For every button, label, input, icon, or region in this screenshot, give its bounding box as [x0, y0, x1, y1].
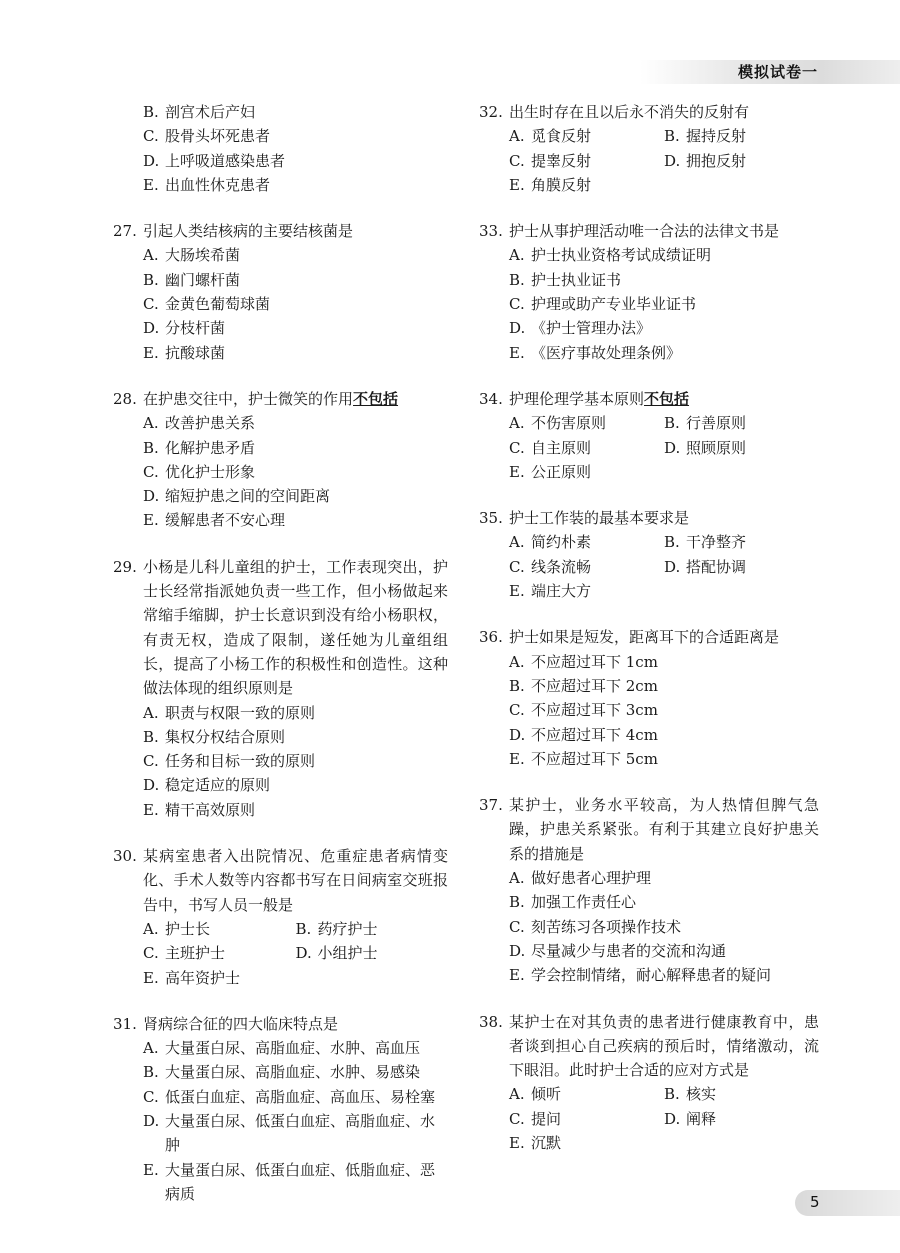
option: D. 不应超过耳下 4cm [509, 725, 658, 744]
option: D. 搭配协调 [664, 557, 747, 576]
option: D. 稳定适应的原则 [143, 776, 271, 795]
option: C. 提问 [509, 1109, 562, 1128]
option: A. 大量蛋白尿、高脂血症、水肿、高血压 [143, 1039, 421, 1058]
question-stem: 33. 护士从事护理活动唯一合法的法律文书是 [479, 222, 780, 241]
option: D. 缩短护患之间的空间距离 [143, 487, 331, 506]
option: E. 沉默 [509, 1133, 562, 1152]
option: B. 化解护患矛盾 [143, 438, 256, 457]
option: D. 阐释 [664, 1109, 717, 1128]
option: C. 提睾反射 [509, 151, 592, 170]
option: B. 集权分权结合原则 [143, 727, 286, 746]
question-stem: 28. 在护患交往中，护士微笑的作用不包括 [113, 389, 399, 408]
options-grid [479, 411, 819, 460]
right-column [479, 100, 819, 1177]
option: E. 高年资护士 [143, 968, 241, 987]
question-stem: 32. 出生时存在且以后永不消失的反射有 [479, 103, 750, 121]
option: E. 出血性休克患者 [143, 175, 271, 194]
option: B. 幽门螺杆菌 [143, 270, 241, 289]
option: C. 护理或助产专业毕业证书 [509, 295, 697, 314]
option: D. 上呼吸道感染患者 [143, 151, 286, 170]
question-stem: 30. 某病室患者入出院情况、危重症患者病情变化、手术人数等内容都书写在日间病室交班报告中，书写人员一般是 [113, 847, 448, 914]
option: B. 不应超过耳下 2cm [509, 676, 658, 695]
option: B. 药疗护士 [295, 919, 378, 938]
left-column [113, 100, 448, 1228]
option: C. 金黄色葡萄球菌 [143, 295, 271, 314]
option: E. 端庄大方 [509, 582, 592, 601]
option: E. 公正原则 [509, 462, 592, 481]
question-stem: 31. 肾病综合征的四大临床特点是 [113, 1014, 339, 1033]
question-stem: 38. 某护士在对其负责的患者进行健康教育中，患者谈到担心自己疾病的预后时，情绪激动，流下眼泪。此时护士合适的应对方式是 [479, 1012, 819, 1080]
question-stem: 29. 小杨是儿科儿童组的护士，工作表现突出，护士长经常指派她负责一些工作，但小杨做起来常缩手缩脚，护士长意识到没有给小杨职权，有责无权，造成了限制，遂任她为儿童组组长，提高了小杨工作的积极性和创造性。这种做法体现的组织原则是 [113, 557, 448, 698]
option: E. 大量蛋白尿、低蛋白血症、低脂血症、恶病质 [143, 1160, 436, 1203]
option: B. 核实 [664, 1085, 717, 1104]
question-32 [479, 100, 819, 197]
option: A. 简约朴素 [509, 533, 592, 552]
options-grid [479, 124, 819, 173]
option: B. 剖宫术后产妇 [143, 103, 256, 121]
option: D. 《护士管理办法》 [509, 319, 652, 338]
option: D. 大量蛋白尿、低蛋白血症、高脂血症、水肿 [143, 1111, 436, 1155]
option: D. 分枝杆菌 [143, 319, 226, 338]
option: B. 大量蛋白尿、高脂血症、水肿、易感染 [143, 1063, 421, 1082]
question-38 [479, 1010, 819, 1156]
option: A. 大肠埃希菌 [143, 246, 241, 265]
question-33 [479, 219, 819, 365]
option: A. 不伤害原则 [509, 414, 607, 433]
question-34 [479, 387, 819, 484]
option: C. 不应超过耳下 3cm [509, 701, 658, 720]
question-31 [113, 1012, 448, 1206]
question-stem: 34. 护理伦理学基本原则不包括 [479, 389, 690, 408]
option: A. 护士执业资格考试成绩证明 [509, 246, 712, 265]
question-stem: 35. 护士工作装的最基本要求是 [479, 509, 690, 528]
question-26-continued [113, 100, 448, 197]
option: A. 觅食反射 [509, 127, 592, 146]
question-28 [113, 387, 448, 533]
question-stem: 37. 某护士，业务水平较高，为人热情但脾气急躁，护患关系紧张。有利于其建立良好护患关系的措施是 [479, 796, 819, 863]
option: A. 改善护患关系 [143, 414, 256, 433]
option: E. 《医疗事故处理条例》 [509, 343, 682, 362]
option: E. 学会控制情绪，耐心解释患者的疑问 [509, 966, 772, 985]
option: E. 不应超过耳下 5cm [509, 749, 658, 768]
option: D. 尽量减少与患者的交流和沟通 [509, 941, 727, 960]
option: B. 行善原则 [664, 414, 747, 433]
question-30 [113, 844, 448, 990]
options-grid [479, 530, 819, 579]
option: B. 护士执业证书 [509, 270, 622, 289]
options-grid [479, 1082, 819, 1131]
option: C. 低蛋白血症、高脂血症、高血压、易栓塞 [143, 1087, 436, 1106]
question-stem: 36. 护士如果是短发，距离耳下的合适距离是 [479, 628, 780, 647]
page-number: 5 [810, 1193, 820, 1211]
option: B. 干净整齐 [664, 533, 747, 552]
emphasis-text: 不包括 [353, 389, 399, 408]
option: A. 职责与权限一致的原则 [143, 703, 316, 722]
option: D. 小组护士 [295, 944, 378, 963]
option: A. 倾听 [509, 1085, 562, 1104]
option: C. 股骨头坏死患者 [143, 127, 271, 146]
option: C. 线条流畅 [509, 557, 592, 576]
options-grid [113, 917, 448, 966]
question-stem: 27. 引起人类结核病的主要结核菌是 [113, 222, 354, 241]
question-35 [479, 506, 819, 603]
option: C. 主班护士 [143, 944, 226, 963]
option: E. 角膜反射 [509, 175, 592, 194]
option: D. 拥抱反射 [664, 151, 747, 170]
question-36 [479, 625, 819, 771]
option: A. 护士长 [143, 919, 211, 938]
option: B. 握持反射 [664, 127, 747, 146]
emphasis-text: 不包括 [644, 389, 690, 408]
option: B. 加强工作责任心 [509, 893, 637, 912]
page-header-title: 模拟试卷一 [738, 63, 819, 81]
question-29 [113, 555, 448, 822]
option: E. 抗酸球菌 [143, 343, 226, 362]
option: A. 不应超过耳下 1cm [509, 652, 658, 671]
question-37 [479, 793, 819, 987]
option: C. 优化护士形象 [143, 462, 256, 481]
option: C. 刻苦练习各项操作技术 [509, 917, 682, 936]
option: D. 照顾原则 [664, 438, 747, 457]
option: C. 自主原则 [509, 438, 592, 457]
option: E. 精干高效原则 [143, 800, 256, 819]
option: C. 任务和目标一致的原则 [143, 752, 316, 771]
question-27 [113, 219, 448, 365]
option: A. 做好患者心理护理 [509, 869, 652, 888]
option: E. 缓解患者不安心理 [143, 511, 286, 530]
